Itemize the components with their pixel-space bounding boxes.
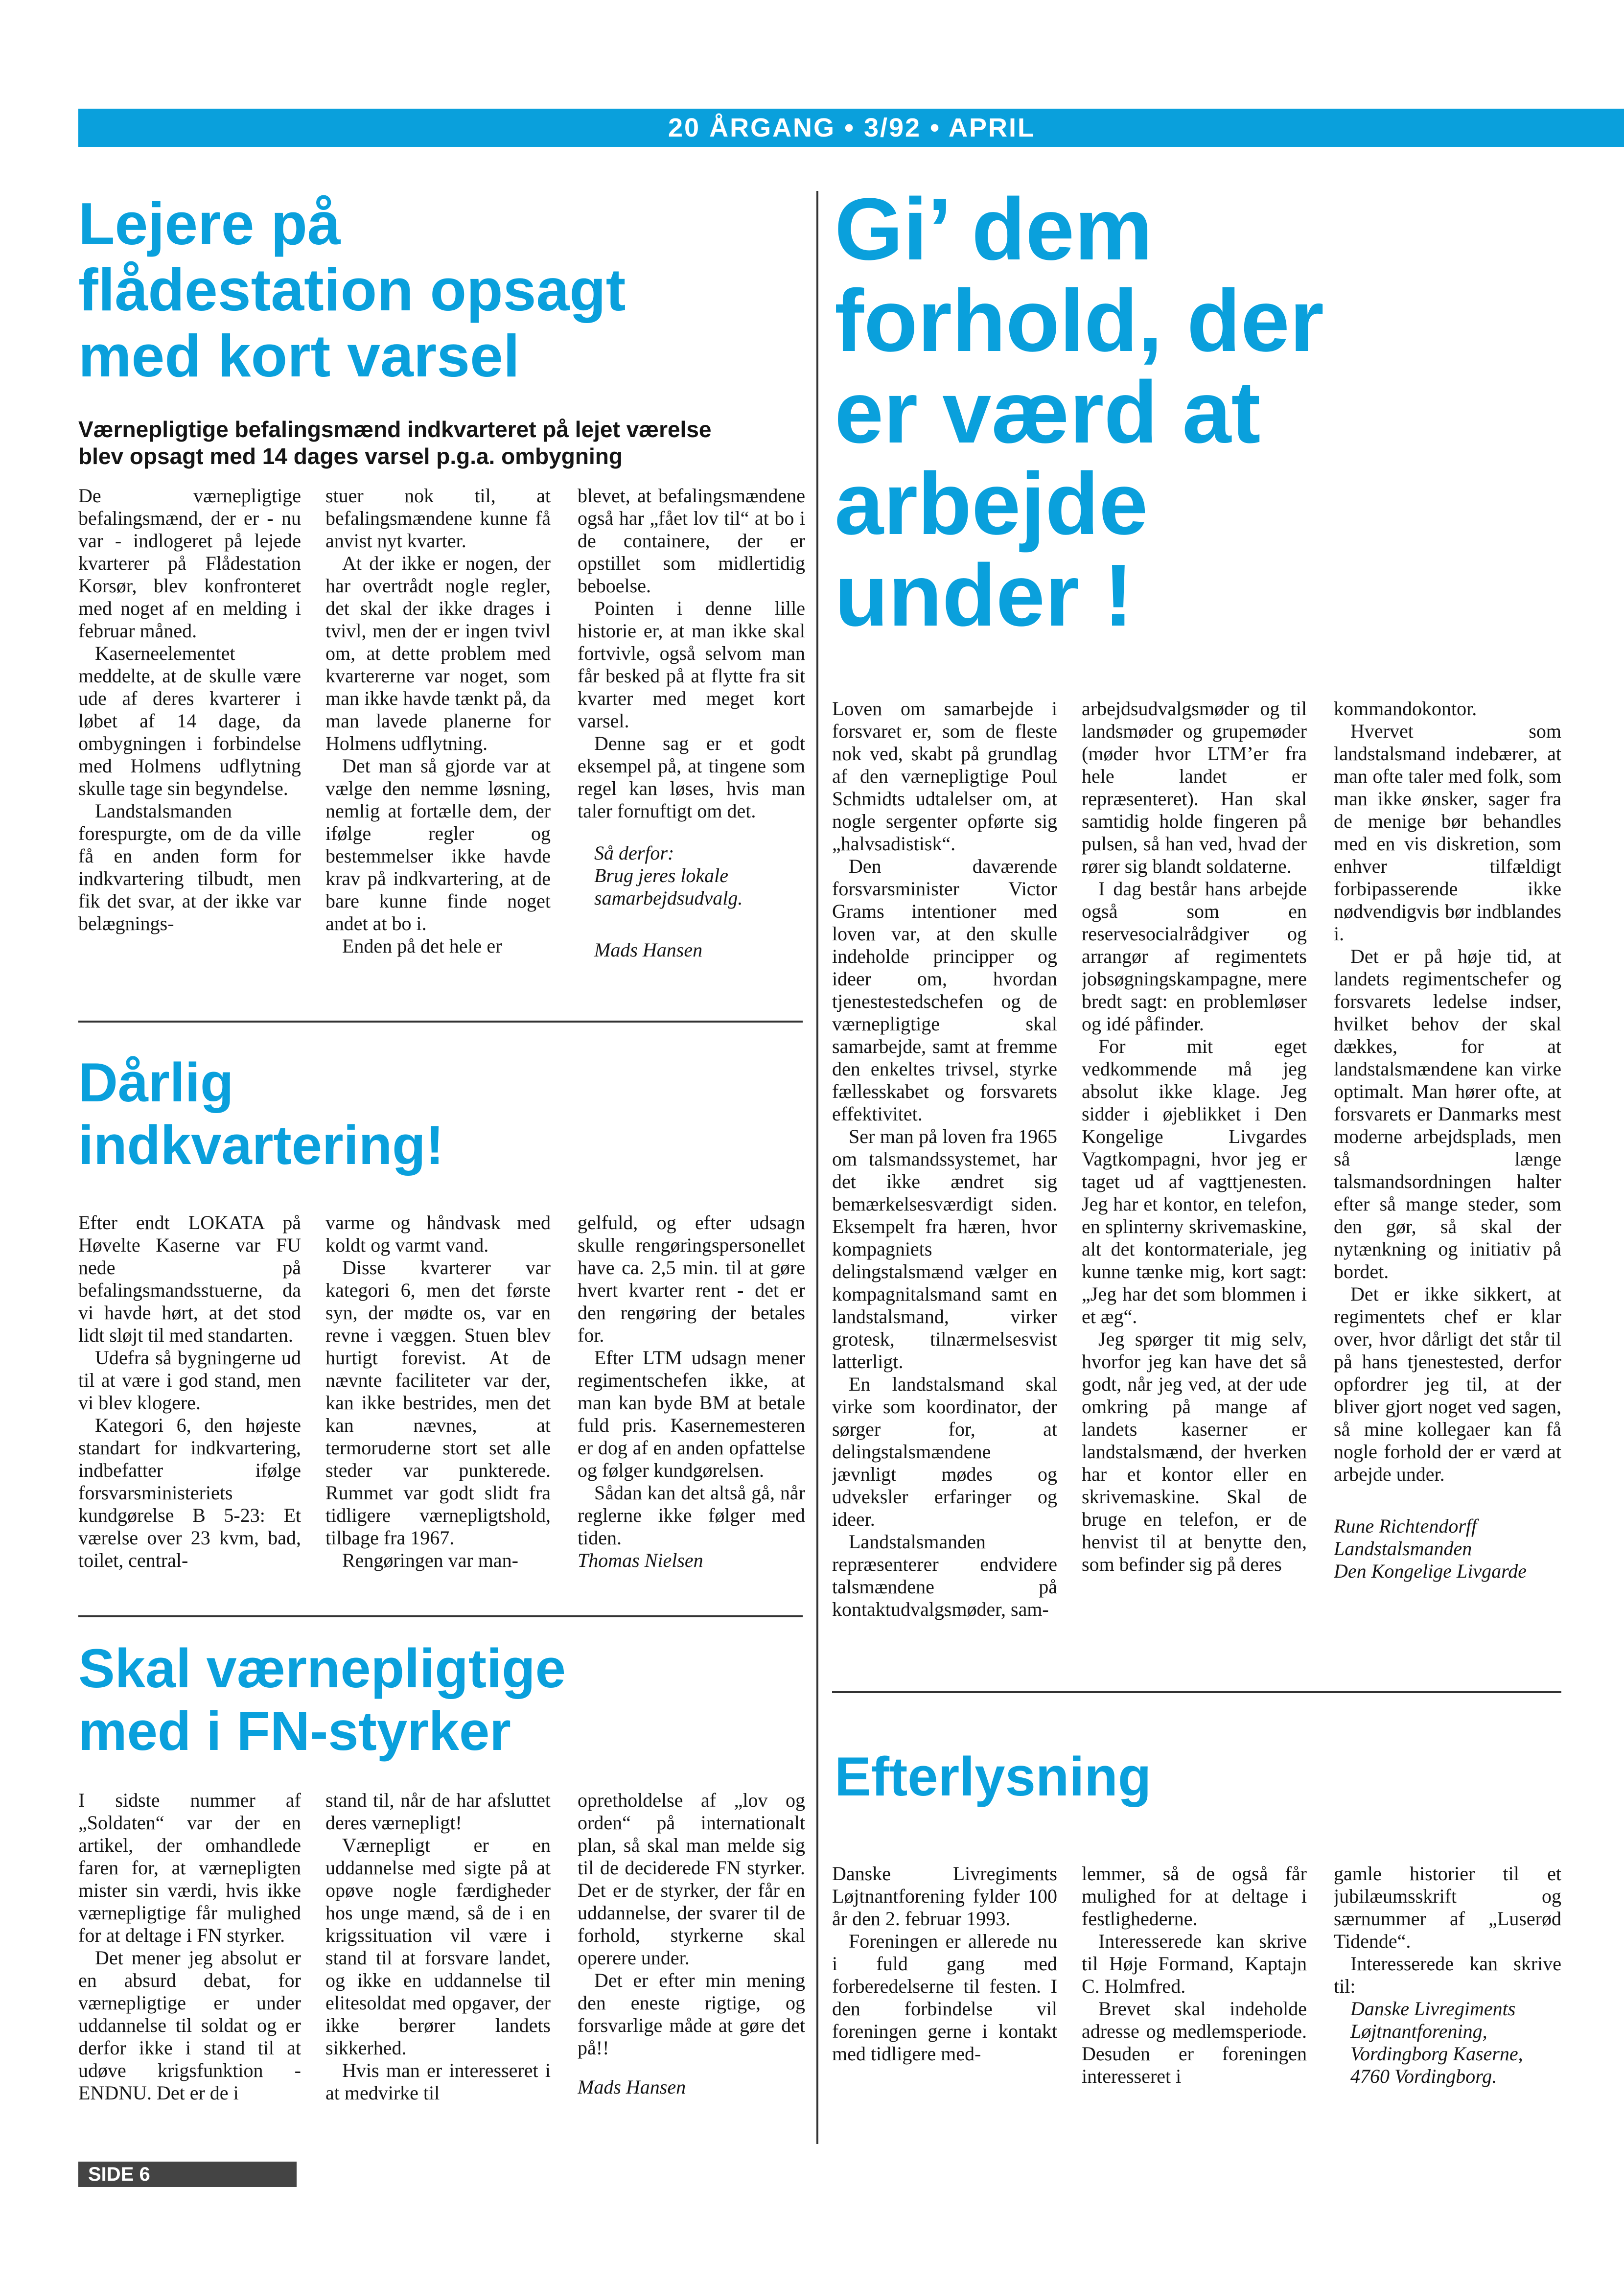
paragraph: varme og håndvask med koldt og varmt vand. (325, 1211, 551, 1256)
paragraph: Ser man på loven fra 1965 om talsmandssystemet, har det ikke ændret sig bemærkelsesværdigt siden. Eksempelt fra hæren, hvor kompagniets delingstalsmænd vælger en kompagnitalsmand samt en landstalsmand, virker grotesk, tilnærmelsesvist latterligt. (832, 1125, 1057, 1373)
article5-column-1 (832, 1863, 1057, 2117)
paragraph: lemmer, så de også får mulighed for at deltage i festlighederne. (1082, 1863, 1307, 1930)
article1-subtitle (78, 416, 812, 470)
column-divider (816, 191, 818, 2144)
paragraph: At der ikke er nogen, der har overtrådt nogle regler, det skal der ikke drages i tvivl, men der er ingen tvivl om, at dette problem med kvartererne var noget, som man ikke havde tænkt på, da man lavede planerne for Holmens udflytning. (325, 552, 551, 754)
article2-title (78, 1051, 812, 1177)
article3-title (78, 1637, 812, 1763)
paragraph: Det mener jeg absolut er en absurd debat, for værnepligtige er under uddannelse til soldat og er derfor ikke i stand til at udøve krigsfunktion - ENDNU. Det er de i (78, 1947, 301, 2104)
signature-line: Landstalsmanden (1334, 1538, 1472, 1560)
article3-signature: Mads Hansen (578, 2076, 686, 2098)
paragraph: I dag består hans arbejde også som en reservesocialrådgiver og arrangør af regimentets jobsøgningskampagne, mere bredt sagt: en problemløser og idé påfinder. (1082, 878, 1307, 1035)
paragraph: Det er ikke sikkert, at regimentets chef er klar over, hvor dårligt det står til på hans tjenestested, derfor opfordrer jeg til, at der bliver gjort noget ved sagen, så mine kollegaer kan få nogle forhold der er værd at arbejde under. (1334, 1283, 1561, 1485)
paragraph: De værnepligtige befalingsmænd, der er - nu var - indlogeret på lejede kvarterer på Flådestation Korsør, blev konfronteret med noget af en melding i februar måned. (78, 485, 301, 642)
paragraph: Danske Livregiments Løjtnantforening fylder 100 år den 2. februar 1993. (832, 1863, 1057, 1930)
paragraph: Udefra så bygningerne ud til at være i god stand, men vi blev klogere. (78, 1347, 301, 1414)
article4-column-3 (1334, 698, 1561, 1662)
article1-column-1 (78, 485, 301, 989)
article4-title-line: er værd at (835, 363, 1261, 462)
paragraph: Værnepligt er en uddannelse med sigte på at opøve nogle færdigheder hos unge mænd, så de i en krigssituation vil være i stand til at forsvare landet, og ikke en uddannelse til elitesoldat med opgaver, der ikke berører landets sikkerhed. (325, 1834, 551, 2059)
article1-title-line: Lejere på (78, 190, 341, 257)
closing-line: Så derfor: (594, 842, 674, 864)
paragraph: Disse kvarterer var kategori 6, men det første syn, der mødte os, var en revne i væggen. Stuen blev hurtigt forevist. At de nævnte faciliteter var der, kan ikke bestrides, men det kan nævnes, at termoruderne stort set alle steder var punkterede. Rummet var godt slidt fra tidligere værnepligtshold, tilbage fra 1967. (325, 1257, 551, 1549)
address-line: Vordingborg Kaserne, (1350, 2043, 1523, 2065)
article1-signature: Mads Hansen (594, 939, 703, 961)
article1-column-3 (578, 485, 805, 989)
paragraph: Rengøringen var man- (342, 1549, 518, 1571)
closing-line: Brug jeres lokale (594, 864, 729, 886)
article3-column-3 (578, 1789, 805, 2142)
article3-column-2 (325, 1789, 551, 2142)
address-line: Danske Livregiments (1350, 1998, 1516, 2020)
article4-title-line: arbejde (835, 455, 1148, 553)
address-line: Løjtnantforening, (1350, 2020, 1487, 2042)
divider (832, 1691, 1561, 1693)
paragraph: Efter LTM udsagn mener regimentschefen ikke, at man kan byde BM at betale fuld pris. Kasernemesteren er dog af en anden opfattelse og følger kundgørelsen. (578, 1347, 805, 1481)
paragraph: Loven om samarbejde i forsvaret er, som de fleste nok ved, skabt på grundlag af den værnepligtige Poul Schmidts udtalelser om, at nogle sergenter opførte sig „halvsadistisk“. (832, 698, 1057, 855)
contact-address (1334, 1998, 1561, 2088)
article4-signature (1334, 1515, 1561, 1583)
paragraph: For mit eget vedkommende må jeg absolut ikke klage. Jeg sidder i øjeblikket i Den Kongelige Livgardes Vagtkompagni, hvor jeg er taget ud af vagttjenesten. Jeg har et kontor, en telefon, en splinterny skrivemaskine, alt det kontormateriale, jeg kunne tænke mig, kort sagt: „Jeg har det som blommen i et æg“. (1082, 1035, 1307, 1328)
paragraph: Hvervet som landstalsmand indebærer, at man ofte taler med folk, som man ikke ønsker, sager fra de menige bør behandles med en vis diskretion, som enhver tilfældigt forbipasserende ikke nødvendigvis bør indblandes i. (1334, 720, 1561, 945)
paragraph: gelfuld, og efter udsagn skulle rengøringspersonellet have ca. 2,5 min. til at gøre hvert kvarter rent - det er den rengøring der betales for. (578, 1211, 805, 1346)
paragraph: Hvis man er interesseret i at medvirke til (325, 2059, 551, 2104)
article1-column-2 (325, 485, 551, 989)
paragraph: Interesserede kan skrive til Høje Formand, Kaptajn C. Holmfred. (1082, 1930, 1307, 1997)
paragraph: Kaserneelementet meddelte, at de skulle være ude af deres kvarterer i løbet af 14 dage, da ombygningen i forbindelse med Holmens udflytning skulle tage sin begyndelse. (78, 642, 301, 799)
article4-title-line: forhold, der (835, 272, 1324, 370)
article1-subtitle-line: Værnepligtige befalingsmænd indkvarteret på lejet værelse (78, 417, 712, 442)
article5-title: Efterlysning (835, 1746, 1152, 1807)
article2-title-line: Dårlig (78, 1052, 234, 1113)
article4-title-line: Gi’ dem (835, 180, 1153, 279)
article3-title-line: med i FN-styrker (78, 1701, 511, 1762)
closing-line: samarbejdsudvalg. (594, 887, 743, 909)
paragraph: gamle historier til et jubilæumsskrift og særnummer af „Luserød Tidende“. (1334, 1863, 1561, 1952)
issue-band: 20 ÅRGANG • 3/92 • APRIL (78, 109, 1624, 147)
paragraph: Pointen i denne lille historie er, at man ikke skal fortvivle, også selvom man får besked på at flytte fra sit kvarter med meget kort varsel. (578, 597, 805, 732)
paragraph: opretholdelse af „lov og orden“ på internationalt plan, så skal man melde sig til de deciderede FN styrker. Det er de styrker, der får en uddannelse, der svarer til de forhold, styrkerne skal operere under. (578, 1789, 805, 1969)
paragraph: I sidste nummer af „Soldaten“ var der en artikel, der omhandlede faren for, at værnepligten mister sin værdi, hvis ikke værnepligtige får mulighed for at deltage i FN styrker. (78, 1789, 301, 1946)
address-line: 4760 Vordingborg. (1350, 2065, 1497, 2087)
article1-subtitle-line: blev opsagt med 14 dages varsel p.g.a. ombygning (78, 443, 623, 469)
page-number: SIDE 6 (78, 2162, 297, 2187)
paragraph: Sådan kan det altså gå, når reglerne ikke følger med tiden. (578, 1482, 805, 1549)
paragraph: kommandokontor. (1334, 698, 1477, 720)
paragraph: Interesserede kan skrive til: (1334, 1953, 1561, 1997)
divider (78, 1615, 803, 1617)
article2-title-line: indkvartering! (78, 1115, 444, 1176)
article4-title-line: under ! (835, 546, 1133, 645)
paragraph: stand til, når de har afsluttet deres værnepligt! (325, 1789, 551, 1834)
article1-title-line: med kort varsel (78, 323, 520, 389)
paragraph: Enden på det hele er (342, 935, 502, 957)
paragraph: Jeg spørger tit mig selv, hvorfor jeg kan have det så godt, når jeg ved, at der ude omkring på mange af landets kaserner er landstalsmænd, der hverken har et kontor eller en skrivemaskine. Skal de bruge en telefon, er de henvist til at benytte den, som befinder sig på deres (1082, 1328, 1307, 1575)
article3-title-line: Skal værnepligtige (78, 1638, 566, 1699)
article5-column-3 (1334, 1863, 1561, 2117)
article2-column-1 (78, 1211, 301, 1603)
divider (78, 1021, 803, 1023)
paragraph: arbejdsudvalgsmøder og til landsmøder og grupemøder (møder hvor LTM’er fra hele landet er repræsenteret). Han skal samtidig holde fingeren på pulsen, så han ved, hvad der rører sig blandt soldaterne. (1082, 698, 1307, 877)
paragraph: Efter endt LOKATA på Høvelte Kaserne var FU nede på befalingsmandsstuerne, da vi havde hørt, at det stod lidt sløjt til med standarten. (78, 1211, 301, 1346)
paragraph: Den daværende forsvarsminister Victor Grams intentioner med loven var, at den skulle indeholde principper og ideer om, hvordan tjenestestedschefen og de værnepligtige skal samarbejde, samt at fremme den enkeltes trivsel, styrke fællesskabet og forsvarets effektivitet. (832, 855, 1057, 1125)
paragraph: blevet, at befalingsmændene også har „fået lov til“ at bo i de containere, der er opstillet som midlertidig beboelse. (578, 485, 805, 597)
paragraph: Det man så gjorde var at vælge den nemme løsning, nemlig at fortælle dem, der ifølge regler og bestemmelser ikke havde krav på indkvartering, at de bare kunne finde noget andet at bo i. (325, 755, 551, 934)
signature-line: Rune Richtendorff (1334, 1515, 1477, 1537)
paragraph: Brevet skal indeholde adresse og medlemsperiode. Desuden er foreningen interesseret i (1082, 1998, 1307, 2087)
article3-column-1 (78, 1789, 301, 2142)
article2-signature: Thomas Nielsen (578, 1549, 703, 1571)
article1-title (78, 191, 812, 389)
paragraph: En landstalsmand skal virke som koordinator, der sørger for, at delingstalsmændene jævnligt mødes og udveksler erfaringer og ideer. (832, 1373, 1057, 1530)
paragraph: Det er på høje tid, at landets regimentschefer og forsvarets ledelse indser, hvilket behov der skal dækkes, for at landstalsmændene kan virke optimalt. Man hører ofte, at forsvarets er Danmarks mest moderne arbejdsplads, men så længe talsmandsordningen halter efter så mange steder, som den gør, så skal der nytænkning og initiativ på bordet. (1334, 945, 1561, 1282)
article4-column-2 (1082, 698, 1307, 1662)
paragraph: stuer nok til, at befalingsmændene kunne få anvist nyt kvarter. (325, 485, 551, 552)
article1-title-line: flådestation opsagt (78, 256, 626, 323)
article2-column-2 (325, 1211, 551, 1603)
paragraph: Denne sag er et godt eksempel på, at tingene som regel kan løses, hvis man taler fornuftigt om det. (578, 732, 805, 822)
paragraph: Landstalsmanden repræsenterer endvidere talsmændene på kontaktudvalgsmøder, sam- (832, 1531, 1057, 1620)
paragraph: Landstalsmanden forespurgte, om de da ville få en anden form for indkvartering tilbudt, men fik det svar, at der ikke var belægnings- (78, 800, 301, 934)
signature-line: Den Kongelige Livgarde (1334, 1560, 1527, 1582)
article2-column-3 (578, 1211, 805, 1603)
paragraph: Foreningen er allerede nu i fuld gang med forberedelserne til festen. I den forbindelse vil foreningen gerne i kontakt med tidligere med- (832, 1930, 1057, 2065)
article4-column-1 (832, 698, 1057, 1662)
article4-title (835, 180, 1618, 645)
paragraph: Det er efter min mening den eneste rigtige, og forsvarlige måde at gøre det på!! (578, 1969, 805, 2059)
article5-column-2 (1082, 1863, 1307, 2117)
paragraph: Kategori 6, den højeste standart for indkvartering, indbefatter ifølge forsvarsministeriets kundgørelse B 5-23: Et værelse over 23 kvm, bad, toilet, central- (78, 1414, 301, 1571)
